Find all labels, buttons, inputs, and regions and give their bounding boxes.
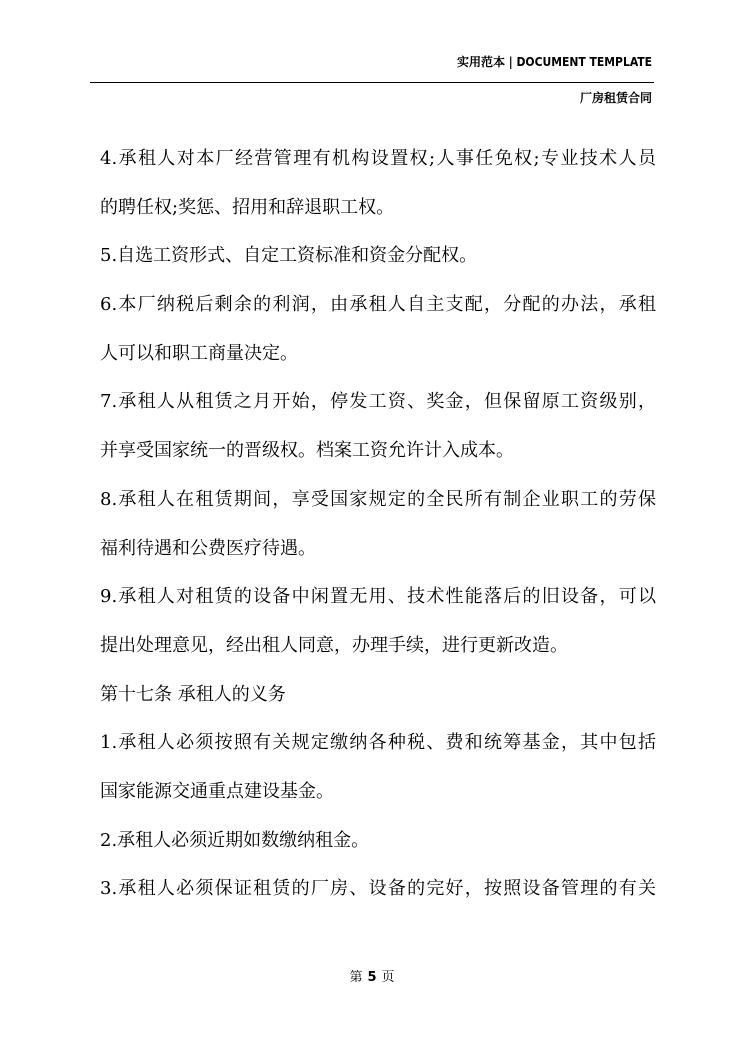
text-line: 9.承租人对租赁的设备中闲置无用、技术性能落后的旧设备，可以 — [100, 586, 656, 608]
header-title: 实用范本 | DOCUMENT TEMPLATE — [456, 55, 652, 69]
text-line: 第十七条 承租人的义务 — [100, 683, 286, 705]
text-line: 8.承租人在租赁期间，享受国家规定的全民所有制企业职工的劳保 — [100, 488, 656, 510]
text-line: 2.承租人必须近期如数缴纳租金。 — [100, 829, 370, 851]
text-line: 提出处理意见，经出租人同意，办理手续，进行更新改造。 — [100, 634, 568, 656]
text-line: 4.承租人对本厂经营管理有机构设置权;人事任免权;专业技术人员 — [100, 148, 656, 169]
text-line: 的聘任权;奖惩、招用和辞退职工权。 — [100, 196, 395, 218]
footer-suffix: 页 — [381, 970, 395, 985]
header-divider — [90, 82, 654, 83]
text-line: 人可以和职工商量决定。 — [100, 342, 298, 364]
text-line: 3.承租人必须保证租赁的厂房、设备的完好，按照设备管理的有关 — [100, 878, 656, 900]
text-line: 5.自选工资形式、自定工资标准和资金分配权。 — [100, 245, 478, 267]
page-number: 5 — [367, 970, 377, 985]
document-body — [100, 148, 656, 927]
text-line: 1.承租人必须按照有关规定缴纳各种税、费和统筹基金，其中包括 — [100, 732, 656, 754]
footer-prefix: 第 — [349, 970, 363, 985]
page-footer — [0, 966, 744, 985]
text-line: 7.承租人从租赁之月开始，停发工资、奖金，但保留原工资级别， — [100, 391, 656, 413]
text-line: 国家能源交通重点建设基金。 — [100, 780, 334, 802]
header-subtitle: 厂房租赁合同 — [579, 91, 652, 105]
text-line: 福利待遇和公费医疗待遇。 — [100, 537, 316, 559]
text-line: 并享受国家统一的晋级权。档案工资允许计入成本。 — [100, 440, 514, 462]
text-line: 6.本厂纳税后剩余的利润，由承租人自主支配，分配的办法，承租 — [100, 294, 656, 316]
